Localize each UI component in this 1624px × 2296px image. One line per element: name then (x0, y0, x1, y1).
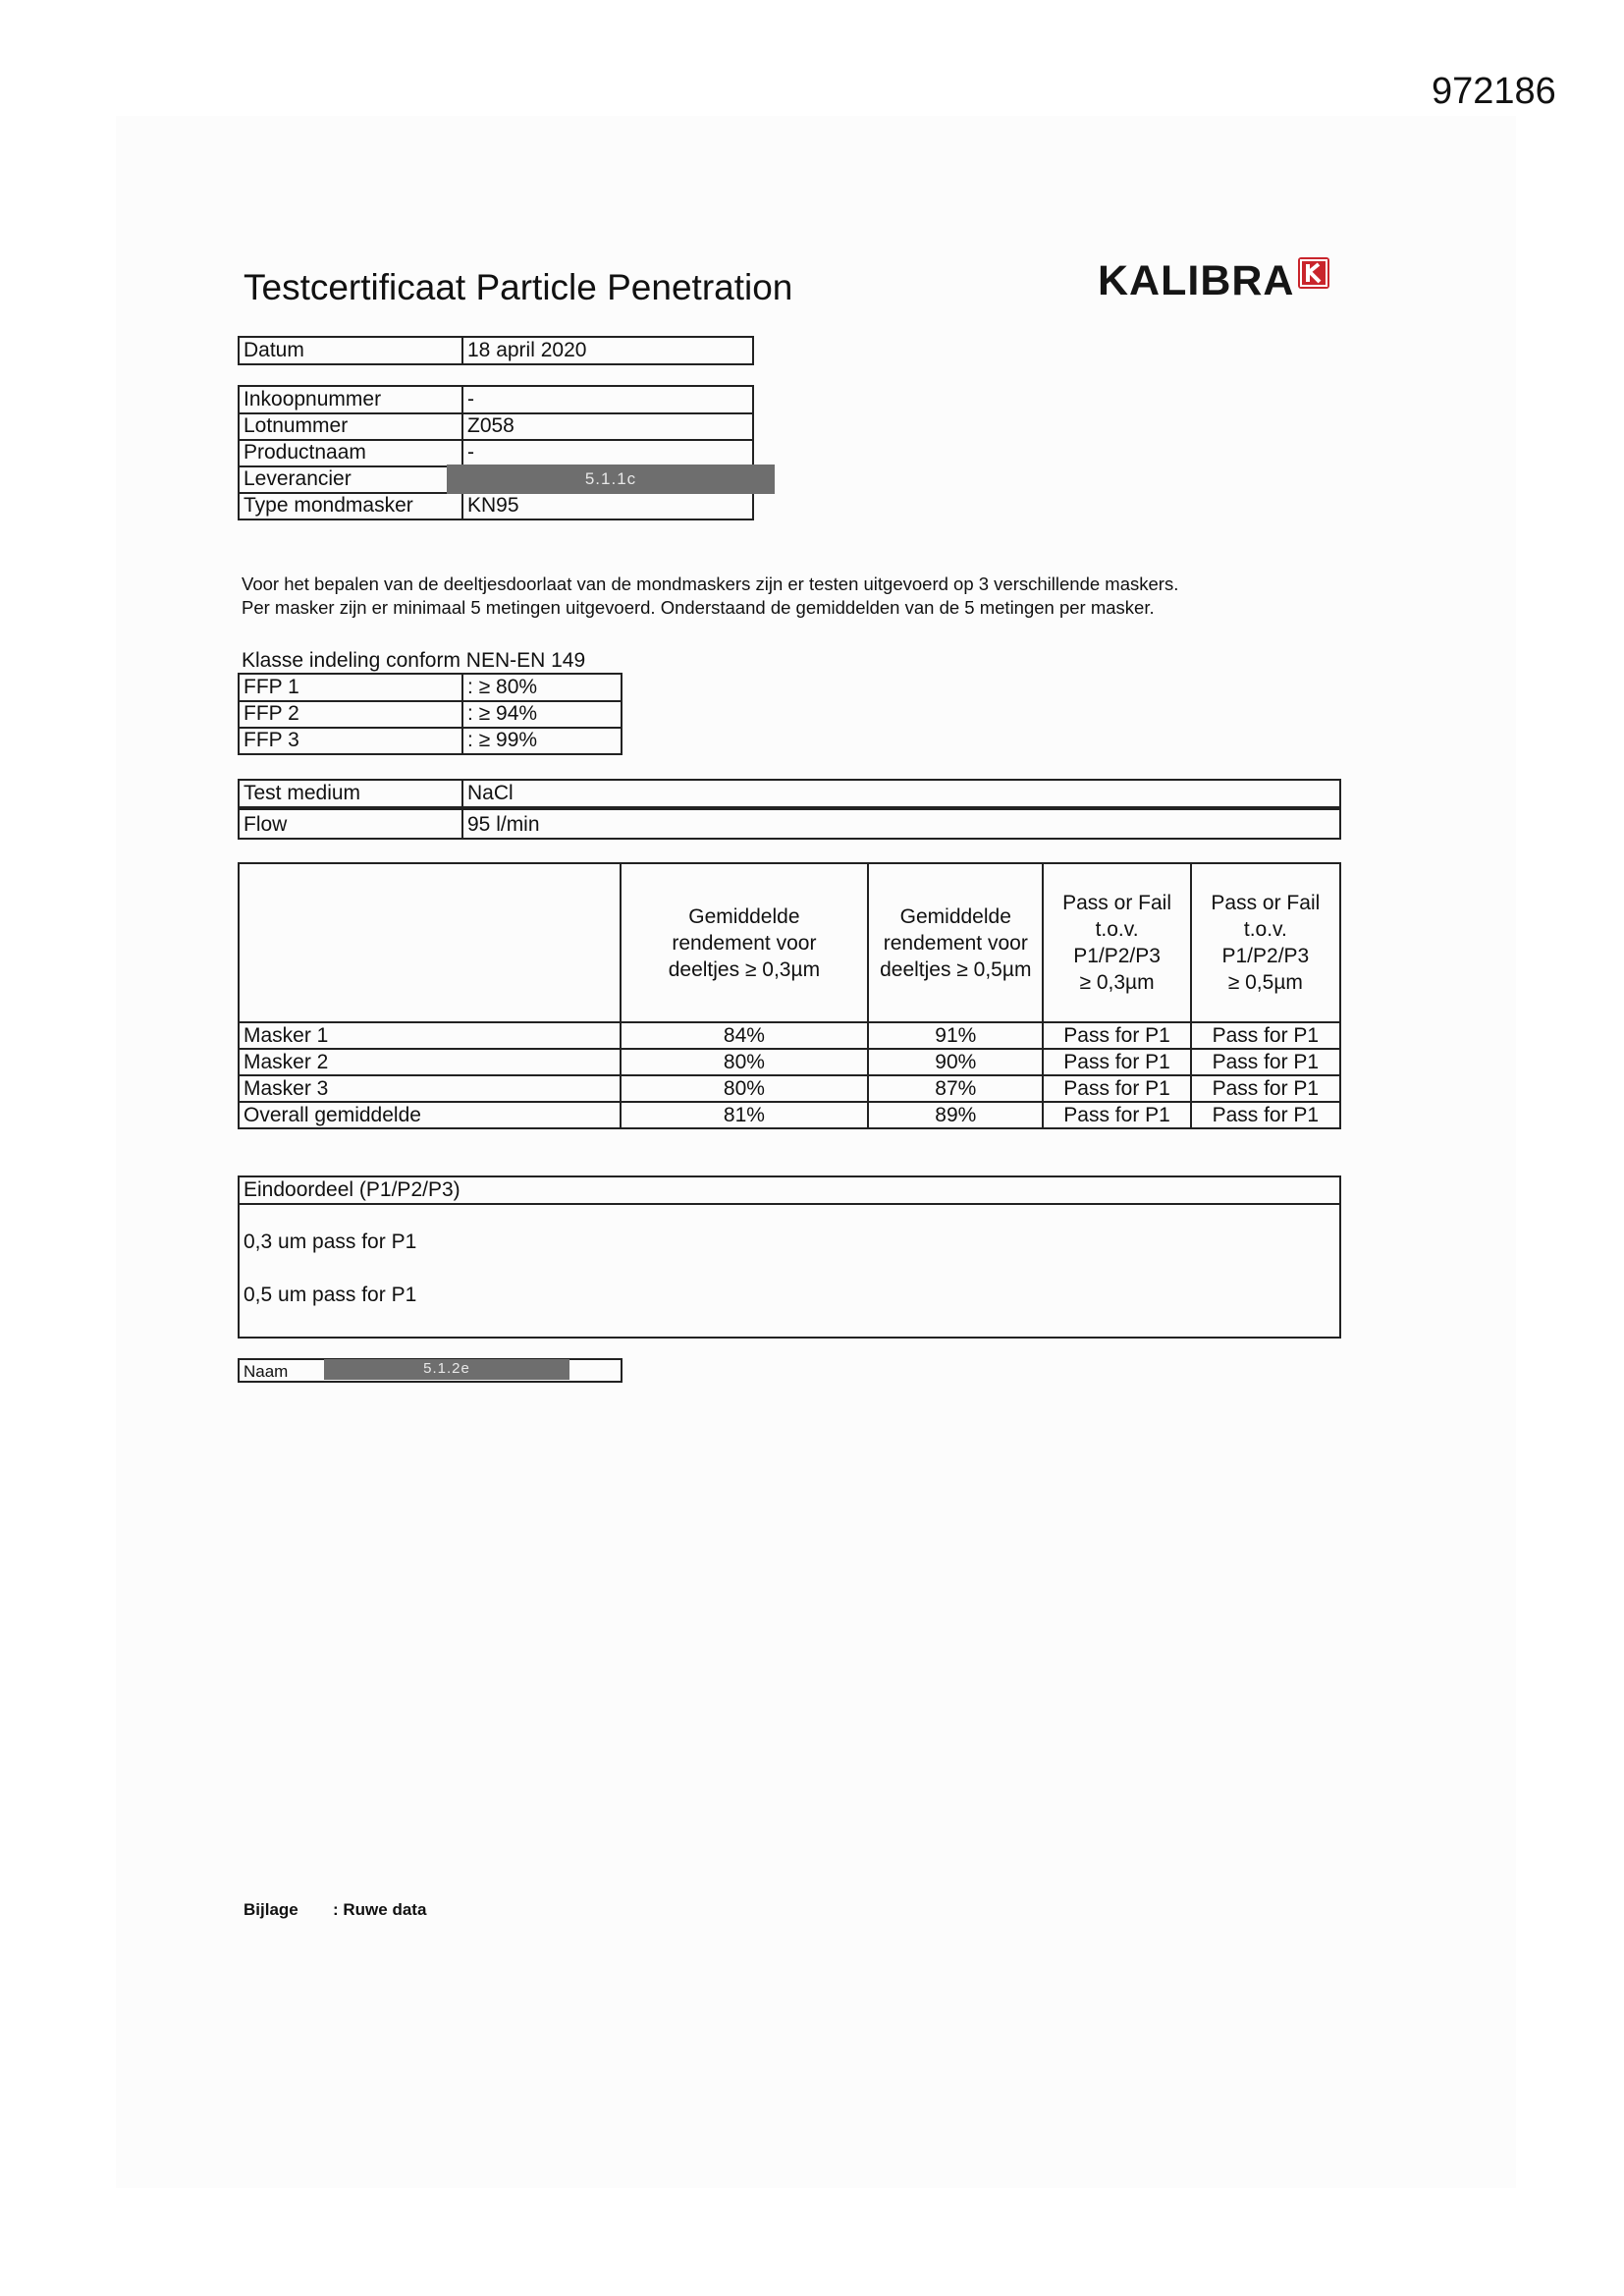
pass-05: Pass for P1 (1191, 1075, 1340, 1102)
klasse-label: FFP 3 (244, 729, 299, 751)
pass-03: Pass for P1 (1043, 1022, 1190, 1049)
pass-03: Pass for P1 (1043, 1049, 1190, 1075)
leverancier-redaction: 5.1.1c (447, 465, 775, 494)
info-label: Lotnummer (244, 414, 349, 437)
results-header-blank (239, 863, 621, 1022)
info-row-productnaam (240, 440, 752, 467)
table-row (239, 1022, 1340, 1049)
results-header-row (239, 863, 1340, 1022)
info-row-inkoopnummer (240, 387, 752, 414)
pass-05: Pass for P1 (1191, 1102, 1340, 1128)
results-table (238, 862, 1341, 1129)
results-header-cell (868, 863, 1043, 1022)
header-line: rendement voor (883, 931, 1028, 955)
pass-03: Pass for P1 (1043, 1102, 1190, 1128)
header-line: deeltjes ≥ 0,3µm (668, 957, 821, 981)
value-03: 81% (621, 1102, 868, 1128)
header-line: Pass or Fail (1211, 892, 1321, 914)
klasse-row (240, 701, 621, 729)
results-header-cell (1043, 863, 1190, 1022)
header-line: P1/P2/P3 (1221, 945, 1310, 967)
eindoordeel-label: Eindoordeel (P1/P2/P3) (244, 1178, 460, 1201)
product-info-box (238, 385, 754, 520)
info-row-lotnummer (240, 413, 752, 441)
klasse-heading: Klasse indeling conform NEN-EN 149 (242, 649, 586, 672)
eindoordeel-line-1: 0,3 um pass for P1 (244, 1230, 417, 1253)
naam-redaction: 5.1.2e (324, 1359, 569, 1380)
info-value: KN95 (461, 493, 752, 520)
info-label: Productnaam (244, 441, 366, 464)
header-line: Gemiddelde (688, 904, 800, 928)
naam-label: Naam (244, 1362, 289, 1381)
table-row (239, 1102, 1340, 1128)
datum-label: Datum (244, 339, 304, 361)
pass-05: Pass for P1 (1191, 1049, 1340, 1075)
value-03: 80% (621, 1049, 868, 1075)
logo-k-icon (1298, 257, 1329, 289)
pass-03: Pass for P1 (1043, 1075, 1190, 1102)
value-03: 84% (621, 1022, 868, 1049)
eindoordeel-line-2: 0,5 um pass for P1 (244, 1284, 417, 1306)
info-value: - (461, 440, 752, 465)
intro-line-1: Voor het bepalen van de deeltjesdoorlaat van de mondmaskers zijn er testen uitgevoerd op 3 verschillende maskers. (242, 574, 1179, 594)
value-05: 87% (868, 1075, 1043, 1102)
klasse-row (240, 675, 621, 702)
test-medium-value: NaCl (461, 781, 1339, 806)
info-row-type-mondmasker (240, 493, 752, 520)
value-03: 80% (621, 1075, 868, 1102)
row-label: Overall gemiddelde (239, 1102, 621, 1128)
test-medium-label: Test medium (244, 782, 361, 804)
flow-value: 95 l/min (461, 810, 1339, 838)
info-label: Leverancier (244, 467, 352, 490)
eindoordeel-header (240, 1177, 1339, 1205)
header-line: P1/P2/P3 (1073, 945, 1161, 967)
klasse-value: : ≥ 80% (461, 675, 621, 700)
row-label: Masker 3 (239, 1075, 621, 1102)
test-medium-box (238, 779, 1341, 808)
klasse-value: : ≥ 94% (461, 701, 621, 727)
info-value: Z058 (461, 413, 752, 439)
table-row (239, 1049, 1340, 1075)
header-line: Pass or Fail (1062, 892, 1171, 914)
info-label: Inkoopnummer (244, 388, 382, 410)
klasse-row (240, 728, 621, 755)
klasse-label: FFP 1 (244, 676, 299, 698)
pass-05: Pass for P1 (1191, 1022, 1340, 1049)
intro-line-2: Per masker zijn er minimaal 5 metingen uitgevoerd. Onderstaand de gemiddelden van de 5 metingen per masker. (242, 597, 1155, 618)
header-line: Gemiddelde (899, 904, 1011, 928)
flow-box (238, 808, 1341, 840)
header-line: t.o.v. (1095, 918, 1139, 941)
header-line: ≥ 0,5µm (1227, 971, 1303, 994)
header-line: t.o.v. (1243, 918, 1287, 941)
datum-box (238, 336, 754, 365)
page-title: Testcertificaat Particle Penetration (244, 267, 793, 307)
flow-label: Flow (244, 813, 288, 836)
value-05: 91% (868, 1022, 1043, 1049)
results-header-cell (621, 863, 868, 1022)
info-value: - (461, 387, 752, 412)
row-label: Masker 2 (239, 1049, 621, 1075)
row-label: Masker 1 (239, 1022, 621, 1049)
info-label: Type mondmasker (244, 494, 413, 517)
bijlage-value: : Ruwe data (333, 1900, 427, 1919)
header-line: deeltjes ≥ 0,5µm (880, 957, 1032, 981)
klasse-box (238, 673, 623, 755)
header-line: ≥ 0,3µm (1079, 971, 1155, 994)
header-line: rendement voor (672, 931, 817, 955)
eindoordeel-box (238, 1175, 1341, 1339)
klasse-value: : ≥ 99% (461, 728, 621, 755)
document-id: 972186 (1432, 71, 1556, 112)
klasse-label: FFP 2 (244, 702, 299, 725)
table-row (239, 1075, 1340, 1102)
value-05: 90% (868, 1049, 1043, 1075)
results-header-cell (1191, 863, 1340, 1022)
logo-text: KALIBRA (1098, 257, 1295, 304)
value-05: 89% (868, 1102, 1043, 1128)
kalibra-logo (1098, 257, 1329, 304)
datum-value: 18 april 2020 (461, 338, 752, 363)
bijlage-label: Bijlage (244, 1900, 298, 1919)
